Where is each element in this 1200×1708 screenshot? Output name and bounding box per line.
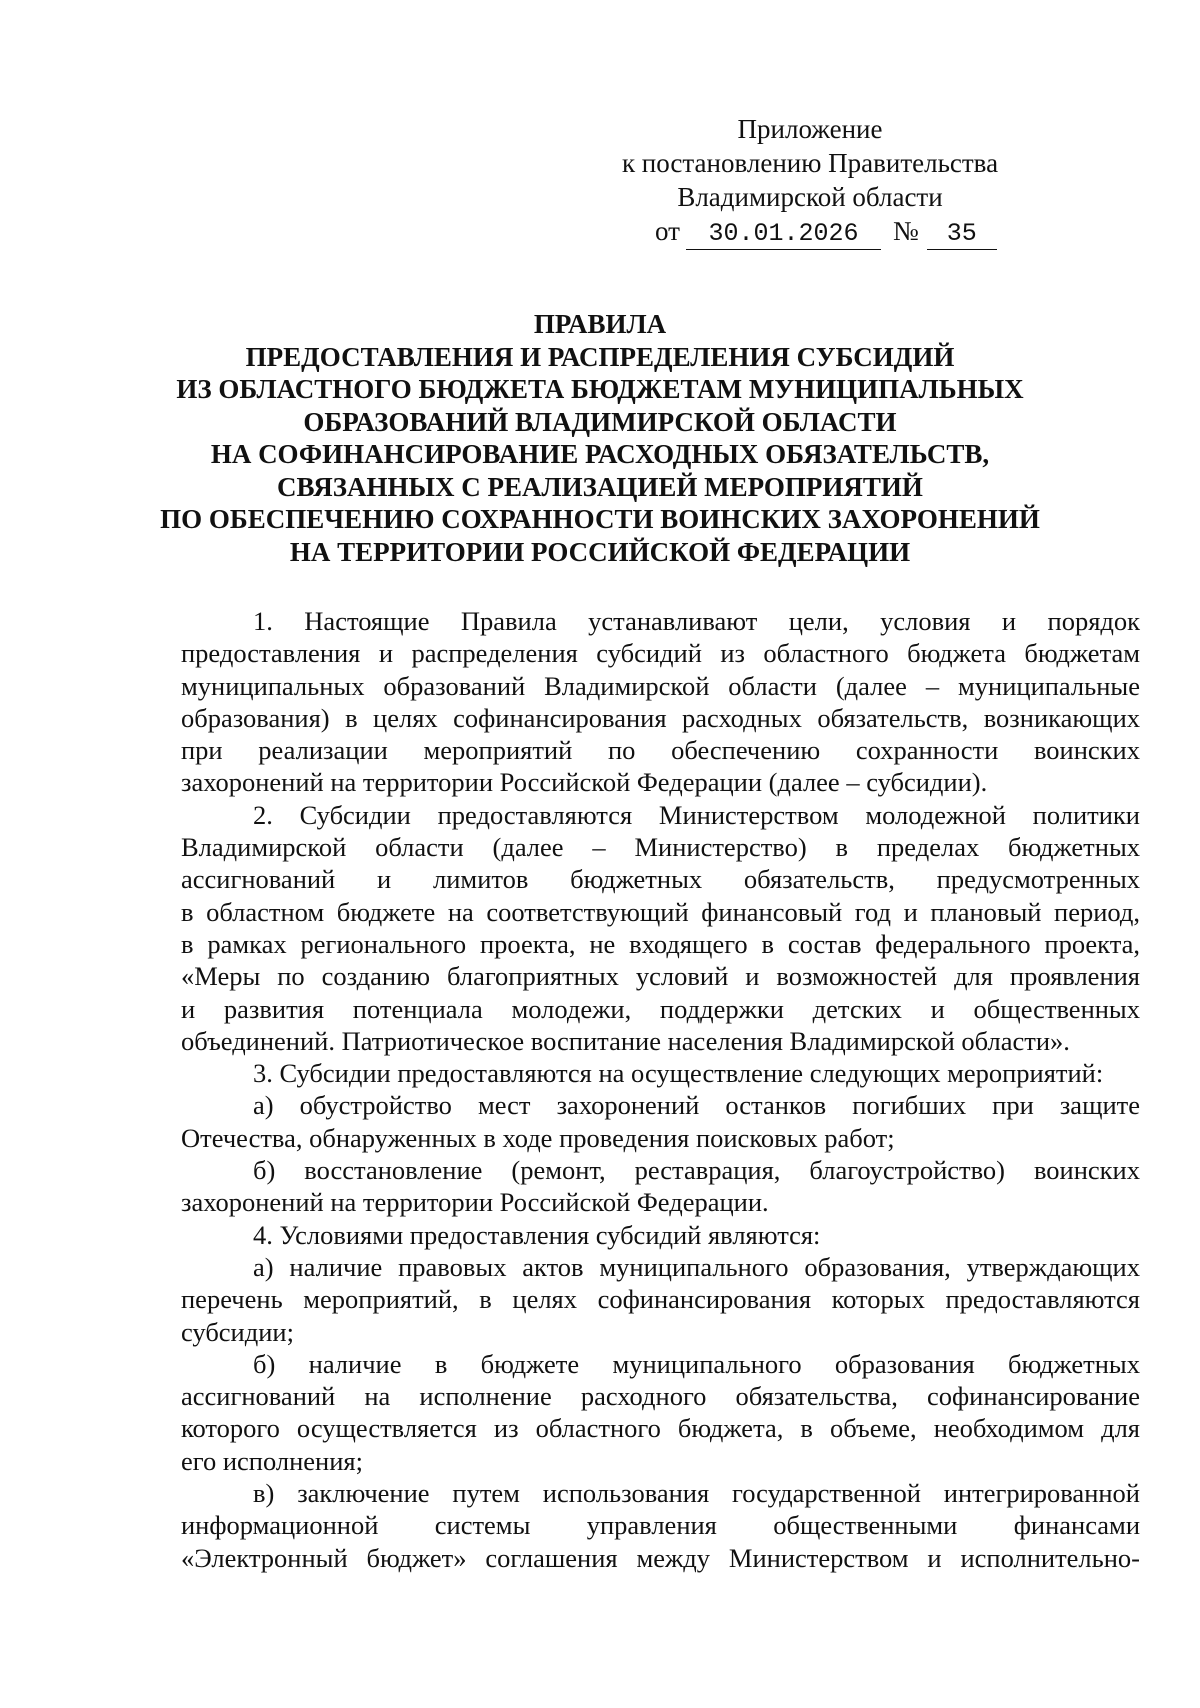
body-line: б) наличие в бюджете муниципального образования бюджетных [253,1348,1140,1379]
body-line: «Меры по созданию благоприятных условий и возможностей для проявления [181,961,1140,992]
body-line: ассигнований и лимитов бюджетных обязательств, предусмотренных [181,864,1140,895]
appendix-label: Приложение [737,114,883,144]
number-label: № [892,216,919,246]
appendix-header [600,112,1020,214]
region-label: Владимирской области [677,182,943,212]
document-body [181,605,1140,1574]
body-line: муниципальных образований Владимирской области (далее – муниципальные [181,670,1140,701]
title-line: ОБРАЗОВАНИЙ ВЛАДИМИРСКОЙ ОБЛАСТИ [303,406,897,437]
title-line: ПРАВИЛА [533,309,667,339]
body-line: «Электронный бюджет» соглашения между Министерством и исполнительно- [181,1542,1140,1573]
body-line: в) заключение путем использования государственной интегрированной [253,1478,1140,1509]
body-line: Владимирской области (далее – Министерство) в пределах бюджетных [181,832,1140,863]
title-line: ИЗ ОБЛАСТНОГО БЮДЖЕТА БЮДЖЕТАМ МУНИЦИПАЛЬНЫХ [176,374,1024,404]
resolution-label: к постановлению Правительства [621,148,999,178]
body-line: при реализации мероприятий по обеспечению сохранности воинских [181,735,1140,766]
body-line: ассигнований на исполнение расходного обязательства, софинансирование [181,1381,1140,1412]
body-line: 4. Условиями предоставления субсидий являются: [253,1219,821,1250]
body-line: объединений. Патриотическое воспитание населения Владимирской области». [181,1025,1070,1056]
document-number: 35 [927,219,997,250]
body-line: и развития потенциала молодежи, поддержки детских и общественных [181,993,1140,1024]
body-line: перечень мероприятий, в целях софинансирования которых предоставляются [181,1284,1140,1315]
from-label: от [655,216,680,246]
body-line: которого осуществляется из областного бюджета, в объеме, необходимом для [181,1413,1140,1444]
document-date: 30.01.2026 [686,219,881,250]
body-line: Отечества, обнаруженных в ходе проведения поисковых работ; [181,1122,895,1153]
body-line: в рамках регионального проекта, не входящего в состав федерального проекта, [181,928,1140,959]
date-number-line [655,214,997,250]
body-line: а) наличие правовых актов муниципального образования, утверждающих [253,1251,1140,1282]
body-line: его исполнения; [181,1445,363,1476]
body-line: б) восстановление (ремонт, реставрация, благоустройство) воинских [253,1155,1140,1186]
body-line: предоставления и распределения субсидий из областного бюджета бюджетам [181,638,1140,669]
body-line: а) обустройство мест захоронений останков погибших при защите [253,1090,1140,1121]
body-line: 1. Настоящие Правила устанавливают цели, условия и порядок [253,606,1140,636]
title-line: ПО ОБЕСПЕЧЕНИЮ СОХРАННОСТИ ВОИНСКИХ ЗАХОРОНЕНИЙ [160,504,1040,534]
body-line: в областном бюджете на соответствующий финансовый год и плановый период, [181,896,1140,927]
body-line: 3. Субсидии предоставляются на осуществление следующих мероприятий: [253,1058,1104,1089]
body-line: захоронений на территории Российской Федерации. [181,1187,769,1218]
title-line: ПРЕДОСТАВЛЕНИЯ И РАСПРЕДЕЛЕНИЯ СУБСИДИЙ [245,341,955,372]
body-line: 2. Субсидии предоставляются Министерством молодежной политики [253,799,1140,830]
title-line: НА ТЕРРИТОРИИ РОССИЙСКОЙ ФЕДЕРАЦИИ [289,536,911,567]
body-line: субсидии; [181,1316,294,1347]
document-title [100,308,1100,568]
body-line: образования) в целях софинансирования расходных обязательств, возникающих [181,702,1140,733]
title-line: НА СОФИНАНСИРОВАНИЕ РАСХОДНЫХ ОБЯЗАТЕЛЬСТВ, [210,439,990,469]
body-line: информационной системы управления общественными финансами [181,1510,1140,1541]
title-line: СВЯЗАННЫХ С РЕАЛИЗАЦИЕЙ МЕРОПРИЯТИЙ [277,471,923,502]
body-line: захоронений на территории Российской Федерации (далее – субсидии). [181,767,988,798]
